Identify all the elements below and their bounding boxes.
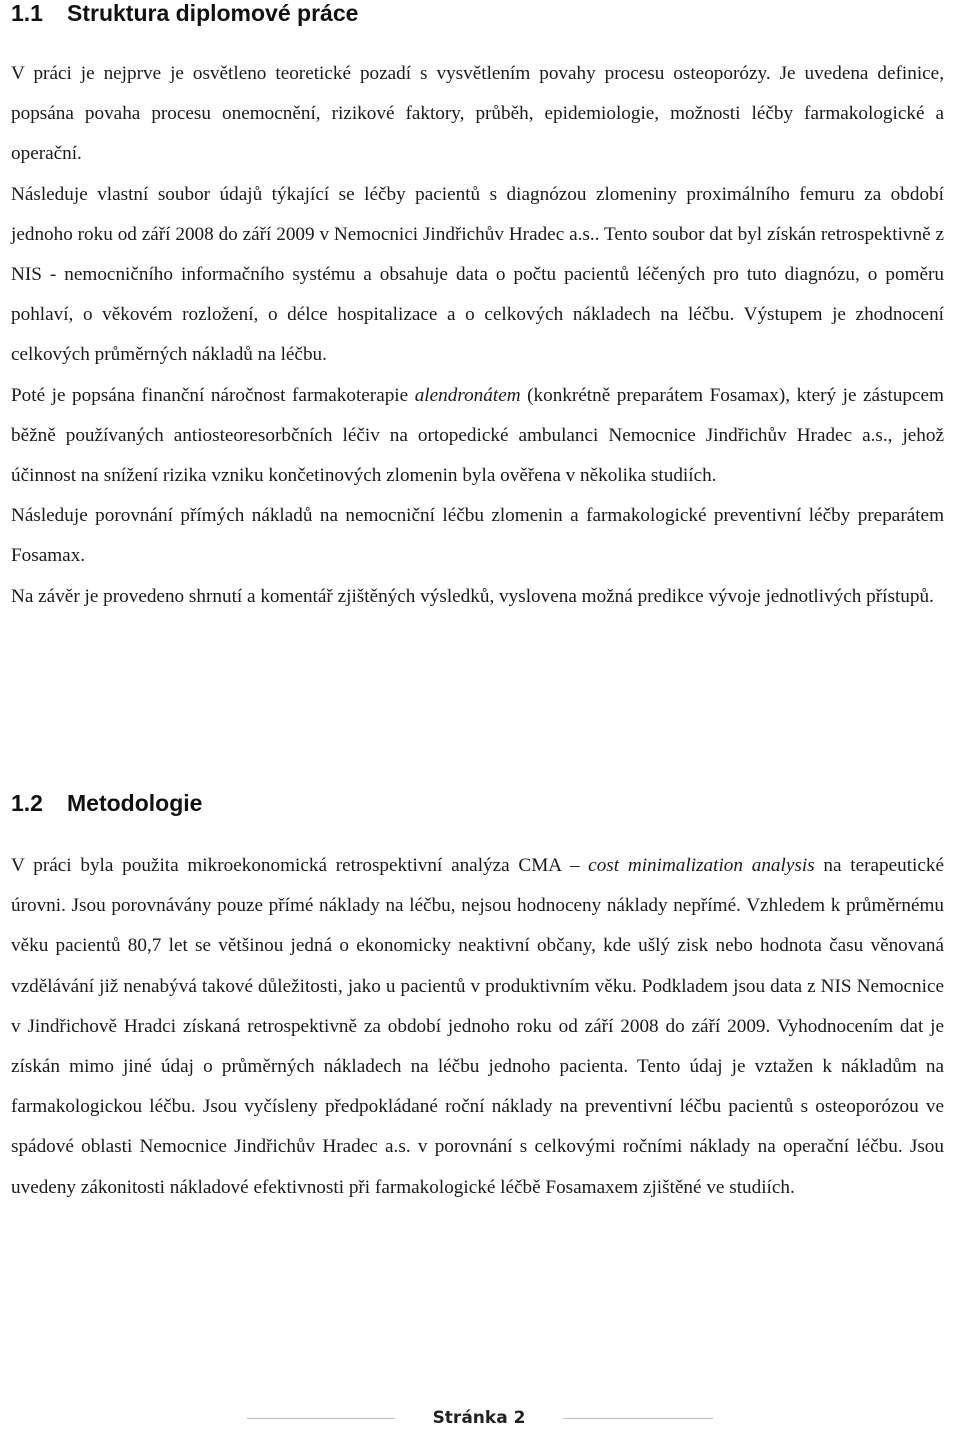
section-body-1	[11, 54, 944, 617]
section-body-2	[11, 846, 944, 1208]
paragraph	[11, 496, 944, 576]
section-number: 1.2	[11, 790, 43, 816]
paragraph-text: na terapeutické úrovni. Jsou porovnávány pouze přímé náklady na léčbu, nejsou hodnoceny náklady nepřímé. Vzhledem k průměrnému věku pacientů 80,7 let se většinou jedná o ekonomicky neaktivní občany, kde ušlý zisk nebo hodnota času věnovaná vzdělávání již nenabývá takové důležitosti, jako u pacientů v produktivním věku. Podkladem jsou data z NIS Nemocnice v Jindřichově Hradci získaná retrospektivně za období jednoho roku od září 2008 do září 2009. Vyhodnocením dat je získán mimo jiné údaj o průměrných nákladech na léčbu jednoho pacienta. Tento údaj je vztažen k nákladům na farmakologickou léčbu. Jsou vyčísleny předpokládané roční náklady na preventivní léčbu pacientů s osteoporózou ve spádové oblasti Nemocnice Jindřichův Hradec a.s. v porovnání s celkovými ročními náklady na operační léčbu. Jsou uvedeny zákonitosti nákladové efektivnosti při farmakologické léčbě Fosamaxem zjištěné ve studiích.	[11, 855, 944, 1198]
paragraph-text: V práci byla použita mikroekonomická retrospektivní analýza CMA	[11, 855, 570, 876]
paragraph-text: Následuje porovnání přímých nákladů na nemocniční léčbu zlomenin a farmakologické preventivní léčby preparátem Fosamax.	[11, 505, 944, 567]
paragraph-text: V práci je nejprve je osvětleno teoretické pozadí s vysvětlením povahy procesu osteoporózy. Je uvedena definice, popsána povaha procesu onemocnění, rizikové faktory, průběh, epidemiologie, možnosti léčby farmakologické a operační.	[11, 63, 944, 165]
paragraph	[11, 175, 944, 376]
italic-text: alendronátem	[414, 384, 521, 406]
paragraph	[11, 577, 944, 617]
paragraph-text: (konkrétně preparátem Fosamax), který je zástupcem běžně používaných antiosteoresorbčních léčiv na ortopedické ambulanci Nemocnice Jindřichův Hradec a.s., jehož účinnost na snížení rizika vzniku končetinových zlomenin byla ověřena v několika studiích.	[11, 384, 944, 487]
section-title: Struktura diplomové práce	[67, 0, 359, 26]
paragraph	[11, 846, 944, 1208]
page-footer	[0, 1406, 960, 1431]
italic-text: – cost minimalization analysis	[569, 855, 815, 876]
section-number: 1.1	[11, 0, 43, 26]
paragraph-text: Následuje vlastní soubor údajů týkající se léčby pacientů s diagnózou zlomeniny proximálního femuru za období jednoho roku od září 2008 do září 2009 v Nemocnici Jindřichův Hradec a.s.. Tento soubor dat byl získán retrospektivně z NIS - nemocničního informačního systému a obsahuje data o počtu pacientů léčených pro tuto diagnózu, o poměru pohlaví, o věkovém rozložení, o délce hospitalizace a o celkových nákladech na léčbu. Výstupem je zhodnocení celkových průměrných nákladů na léčbu.	[11, 183, 944, 366]
footer-divider-right	[563, 1418, 713, 1419]
paragraph-text: Poté je popsána finanční náročnost farmakoterapie	[11, 384, 415, 406]
paragraph-text: Na závěr je provedeno shrnutí a komentář zjištěných výsledků, vyslovena možná predikce vývoje jednotlivých přístupů.	[11, 585, 934, 607]
section-heading-2	[11, 789, 202, 817]
footer-divider-left	[247, 1418, 395, 1419]
section-heading-1	[11, 0, 358, 27]
paragraph	[11, 54, 944, 175]
section-title: Metodologie	[67, 790, 203, 816]
page-number: Stránka 2	[432, 1408, 526, 1428]
paragraph	[11, 376, 944, 497]
